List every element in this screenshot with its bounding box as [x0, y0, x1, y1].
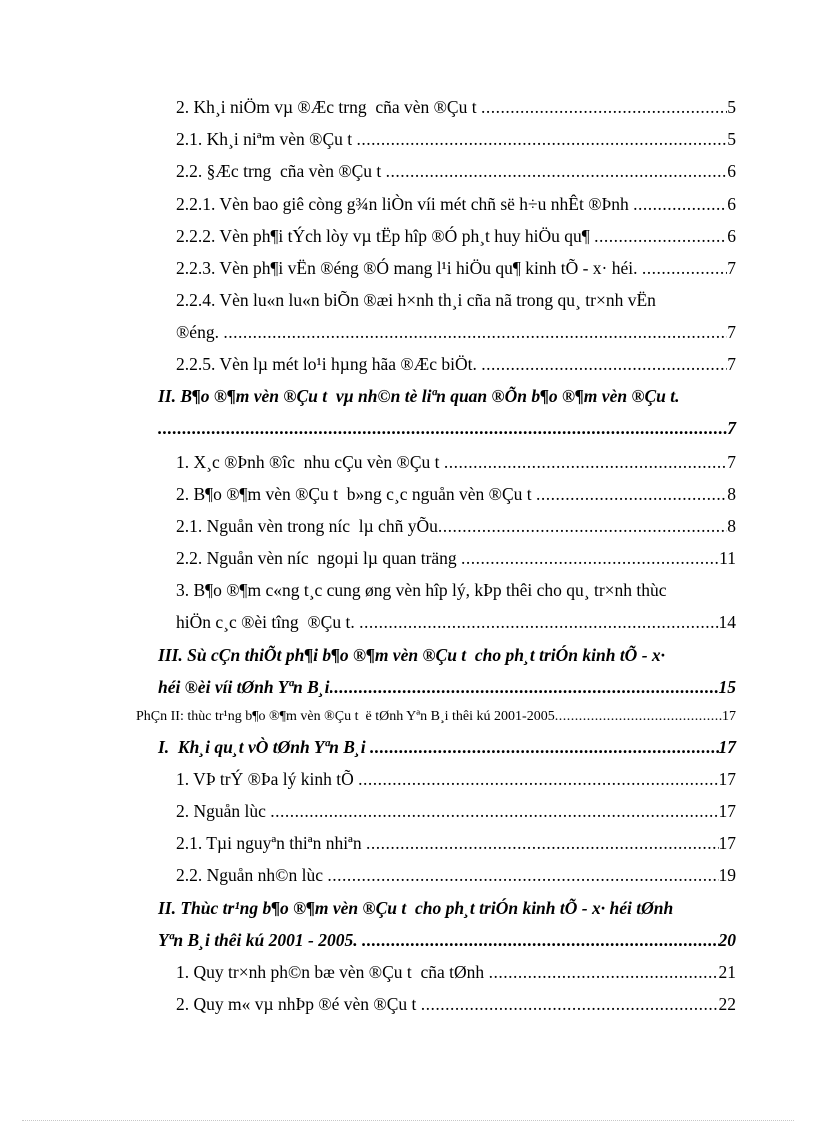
toc-entry[interactable]	[176, 189, 736, 219]
toc-leader-dots	[158, 413, 727, 443]
toc-leader-dots	[270, 796, 718, 826]
toc-page-number: 17	[718, 737, 736, 757]
toc-entry[interactable]	[176, 124, 736, 154]
toc-entry[interactable]	[176, 253, 736, 283]
toc-leader-dots	[481, 349, 727, 379]
toc-leader-dots	[386, 156, 728, 186]
toc-leader-dots	[555, 702, 722, 732]
toc-entry-title: 2.2. §Æc trng cña vèn ®Çu t	[176, 161, 386, 181]
toc-leader-dots	[481, 92, 727, 122]
toc-entry[interactable]	[176, 221, 736, 251]
toc-section-heading[interactable]: III. Sù cÇn thiÕt ph¶i b¶o ®¶m vèn ®Çu t cho ph¸t triÓn kinh tÕ - x·	[158, 645, 666, 665]
toc-page-number: 5	[727, 129, 736, 149]
toc-entry-title: 2. Kh¸i niÖm vµ ®Æc trng cña vèn ®Çu t	[176, 97, 481, 117]
toc-entry-title: 2.1. Kh¸i niªm vèn ®Çu t	[176, 129, 357, 149]
toc-section-entry[interactable]	[158, 413, 736, 443]
toc-leader-dots	[594, 221, 727, 251]
toc-leader-dots	[359, 607, 718, 637]
toc-page-number: 7	[727, 322, 736, 342]
toc-entry-title: 1. X¸c ®Þnh ®îc nhu cÇu vèn ®Çu t	[176, 452, 444, 472]
toc-leader-dots	[444, 447, 727, 477]
toc-leader-dots	[366, 828, 718, 858]
toc-entry[interactable]	[176, 92, 736, 122]
toc-entry[interactable]	[176, 156, 736, 186]
toc-entry[interactable]	[176, 447, 736, 477]
toc-page-number: 17	[718, 769, 736, 789]
toc-entry-title: Yªn B¸i thêi kú 2001 - 2005.	[158, 930, 362, 950]
toc-page-number: 11	[719, 548, 736, 568]
toc-entry-title: 2.2. Nguån nh©n lùc	[176, 865, 328, 885]
toc-page-number: 17	[722, 709, 736, 724]
toc-leader-dots	[438, 511, 727, 541]
toc-page-number: 14	[718, 612, 736, 632]
toc-page-number: 15	[718, 677, 736, 697]
toc-leader-dots	[421, 989, 719, 1019]
toc-leader-dots	[356, 124, 727, 154]
toc-leader-dots	[489, 957, 719, 987]
toc-entry-title: 2.1. Nguån vèn trong níc lµ chñ yÕu	[176, 516, 438, 536]
page-bottom-border	[22, 1120, 794, 1121]
toc-leader-dots	[461, 543, 719, 573]
toc-entry[interactable]	[176, 543, 736, 573]
toc-entry[interactable]	[176, 317, 736, 347]
toc-entry[interactable]	[176, 479, 736, 509]
toc-page-number: 6	[727, 194, 736, 214]
toc-entry[interactable]	[176, 989, 736, 1019]
toc-entry-title: 2. B¶o ®¶m vèn ®Çu t b»ng c¸c nguån vèn ®Çu t	[176, 484, 537, 504]
toc-section-heading[interactable]: II. B¶o ®¶m vèn ®Çu t vµ nh©n tè liªn quan ®Õn b¶o ®¶m vèn ®Çu t.	[158, 386, 680, 406]
toc-entry-title: 2.2.3. Vèn ph¶i vËn ®éng ®Ó mang l¹i hiÖu qu¶ kinh tÕ - x· héi.	[176, 258, 642, 278]
toc-page-number: 7	[727, 452, 736, 472]
toc-entry-title: 2. Quy m« vµ nhÞp ®é vèn ®Çu t	[176, 994, 421, 1014]
toc-leader-dots	[642, 253, 727, 283]
toc-entry[interactable]	[176, 957, 736, 987]
toc-page-number: 20	[718, 930, 736, 950]
toc-entry[interactable]	[176, 796, 736, 826]
toc-page-number: 7	[727, 258, 736, 278]
toc-page-number: 17	[718, 833, 736, 853]
toc-section-heading[interactable]: II. Thùc tr¹ng b¶o ®¶m vèn ®Çu t cho ph¸t triÓn kinh tÕ - x· héi tØnh	[158, 898, 674, 918]
toc-page-number: 6	[727, 161, 736, 181]
toc-leader-dots	[223, 317, 727, 347]
toc-section-entry[interactable]	[158, 732, 736, 762]
toc-entry-title: hiÖn c¸c ®èi tîng ®Çu t.	[176, 612, 360, 632]
toc-page-number: 17	[718, 801, 736, 821]
toc-entry-title: 2. Nguån lùc	[176, 801, 271, 821]
toc-entry[interactable]	[176, 607, 736, 637]
toc-entry[interactable]	[176, 349, 736, 379]
toc-entry-title: héi ®èi víi tØnh Yªn B¸i	[158, 677, 330, 697]
toc-leader-dots	[370, 732, 719, 762]
toc-entry-title: I. Kh¸i qu¸t vÒ tØnh Yªn B¸i	[158, 737, 370, 757]
toc-page-number: 7	[727, 418, 736, 438]
toc-page-number: 5	[727, 97, 736, 117]
toc-entry-title: 2.2.5. Vèn lµ mét lo¹i hµng hãa ®Æc biÖt.	[176, 354, 482, 374]
toc-entry-title: 2.2.2. Vèn ph¶i tÝch lòy vµ tËp hîp ®Ó ph¸t huy hiÖu qu¶	[176, 226, 595, 246]
toc-entry-first-line[interactable]: 2.2.4. Vèn lu«n lu«n biÕn ®æi h×nh th¸i cña nã trong qu¸ tr×nh vËn	[176, 290, 656, 310]
toc-entry[interactable]	[176, 511, 736, 541]
toc-leader-dots	[327, 860, 718, 890]
toc-entry-title: ®éng.	[176, 322, 224, 342]
toc-section-entry[interactable]	[158, 672, 736, 702]
toc-page-number: 8	[727, 484, 736, 504]
toc-entry[interactable]	[176, 828, 736, 858]
toc-entry-first-line[interactable]: 3. B¶o ®¶m c«ng t¸c cung øng vèn hîp lý, kÞp thêi cho qu¸ tr×nh thùc	[176, 580, 667, 600]
toc-page-number: 6	[727, 226, 736, 246]
toc-leader-dots	[362, 925, 719, 955]
toc-page-number: 7	[727, 354, 736, 374]
toc-leader-dots	[633, 189, 727, 219]
toc-leader-dots	[358, 764, 718, 794]
toc-leader-dots	[330, 672, 719, 702]
toc-entry[interactable]	[176, 764, 736, 794]
toc-entry-title: 2.2.1. Vèn bao giê còng g¾n liÒn víi mét chñ së h÷u nhÊt ®Þnh	[176, 194, 634, 214]
toc-page-number: 8	[727, 516, 736, 536]
toc-page-number: 22	[718, 994, 736, 1014]
toc-entry-title: 1. Quy tr×nh ph©n bæ vèn ®Çu t cña tØnh	[176, 962, 489, 982]
toc-entry-title: 2.1. Tµi nguyªn thiªn nhiªn	[176, 833, 367, 853]
toc-section-entry[interactable]	[158, 925, 736, 955]
toc-page-number: 21	[718, 962, 736, 982]
toc-entry-title: 2.2. Nguån vèn níc ngoµi lµ quan träng	[176, 548, 462, 568]
toc-entry-title: 1. VÞ trÝ ®Þa lý kinh tÕ	[176, 769, 359, 789]
toc-entry[interactable]	[176, 860, 736, 890]
toc-entry-title: PhÇn II: thùc tr¹ng b¶o ®¶m vèn ®Çu t ë tØnh Yªn B¸i thêi kú 2001-2005	[136, 709, 555, 724]
toc-part-heading[interactable]	[136, 702, 736, 732]
toc-page-number: 19	[718, 865, 736, 885]
toc-leader-dots	[536, 479, 727, 509]
